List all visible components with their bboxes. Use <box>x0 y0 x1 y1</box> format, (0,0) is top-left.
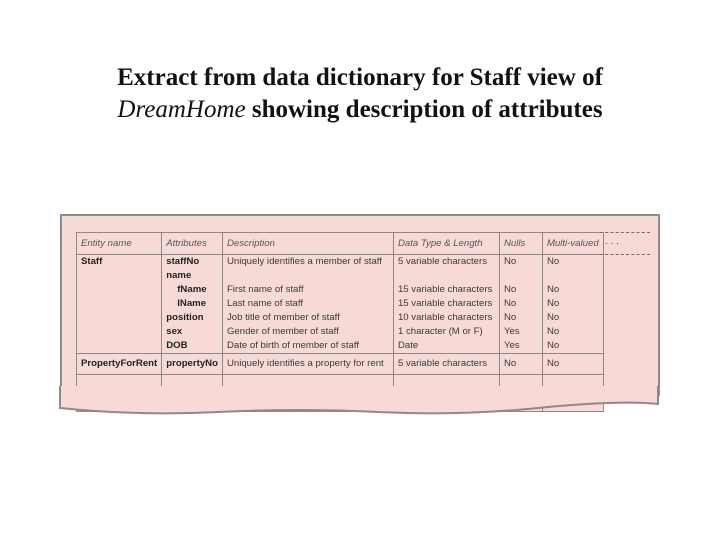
entity-name-staff: Staff <box>81 256 103 267</box>
multi-lname: No <box>546 298 560 309</box>
multi-propertyno: No <box>542 354 603 375</box>
desc-lname: Last name of staff <box>226 298 304 309</box>
multi-cell-staff <box>542 255 603 354</box>
attr-staffno: staffNo <box>166 256 200 267</box>
attr-lname: lName <box>177 298 207 309</box>
title-line-2 <box>0 94 720 126</box>
desc-dob: Date of birth of member of staff <box>226 340 360 351</box>
attr-sex: sex <box>166 326 183 337</box>
desc-fname: First name of staff <box>226 284 304 295</box>
nulls-cell-staff <box>499 255 542 354</box>
multi-sex: No <box>546 326 560 337</box>
multi-dob: No <box>546 340 560 351</box>
multi-position: No <box>546 312 560 323</box>
desc-staffno: Uniquely identifies a member of staff <box>226 256 382 267</box>
data-dictionary-sheet <box>60 214 660 396</box>
type-propertyno: 5 variable characters <box>393 354 499 375</box>
attr-dob: DOB <box>166 340 188 351</box>
type-lname: 15 variable characters <box>397 298 493 309</box>
attr-position: position <box>166 312 204 323</box>
multi-fname: No <box>546 284 560 295</box>
multi-staffno: No <box>546 256 560 267</box>
nulls-propertyno: No <box>499 354 542 375</box>
title-line-1: Extract from data dictionary for Staff view of <box>117 64 603 91</box>
header-attributes: Attributes <box>162 233 223 255</box>
header-data-type: Data Type & Length <box>393 233 499 255</box>
nulls-staffno: No <box>503 256 517 267</box>
type-sex: 1 character (M or F) <box>397 326 483 337</box>
data-dictionary-table <box>76 232 604 412</box>
description-cell-staff <box>222 255 393 354</box>
nulls-lname: No <box>503 298 517 309</box>
attributes-cell-staff <box>162 255 223 354</box>
continuation-dash-top <box>600 232 650 233</box>
nulls-position: No <box>503 312 517 323</box>
title-dreamhome: DreamHome <box>117 96 246 123</box>
type-cell-staff <box>393 255 499 354</box>
desc-name <box>227 269 389 283</box>
header-row <box>77 233 604 255</box>
type-fname: 15 variable characters <box>397 284 493 295</box>
header-nulls: Nulls <box>499 233 542 255</box>
nulls-fname: No <box>503 284 517 295</box>
table-row-staff <box>77 255 604 354</box>
attr-propertyno: propertyNo <box>162 354 223 375</box>
type-dob: Date <box>397 340 419 351</box>
header-description: Description <box>222 233 393 255</box>
nulls-sex: Yes <box>503 326 520 337</box>
type-position: 10 variable characters <box>397 312 493 323</box>
desc-position: Job title of member of staff <box>226 312 340 323</box>
type-staffno: 5 variable characters <box>397 256 487 267</box>
attr-name: name <box>166 270 192 281</box>
nulls-dob: Yes <box>503 340 520 351</box>
slide-title <box>0 62 720 126</box>
header-entity-name: Entity name <box>77 233 162 255</box>
torn-paper-edge <box>58 386 660 426</box>
multi-name <box>547 269 599 283</box>
entity-name-property: PropertyForRent <box>77 354 162 375</box>
header-more-columns: . . . <box>605 236 619 247</box>
nulls-name <box>504 269 538 283</box>
attr-fname: fName <box>177 284 207 295</box>
desc-propertyno: Uniquely identifies a property for rent <box>222 354 393 375</box>
table-row-property <box>77 354 604 375</box>
header-multi-valued: Multi-valued <box>542 233 603 255</box>
desc-sex: Gender of member of staff <box>226 326 339 337</box>
title-line-2-rest: showing description of attributes <box>245 96 603 123</box>
type-name <box>398 269 495 283</box>
continuation-dash-header <box>600 254 650 255</box>
entity-cell-staff <box>77 255 162 354</box>
